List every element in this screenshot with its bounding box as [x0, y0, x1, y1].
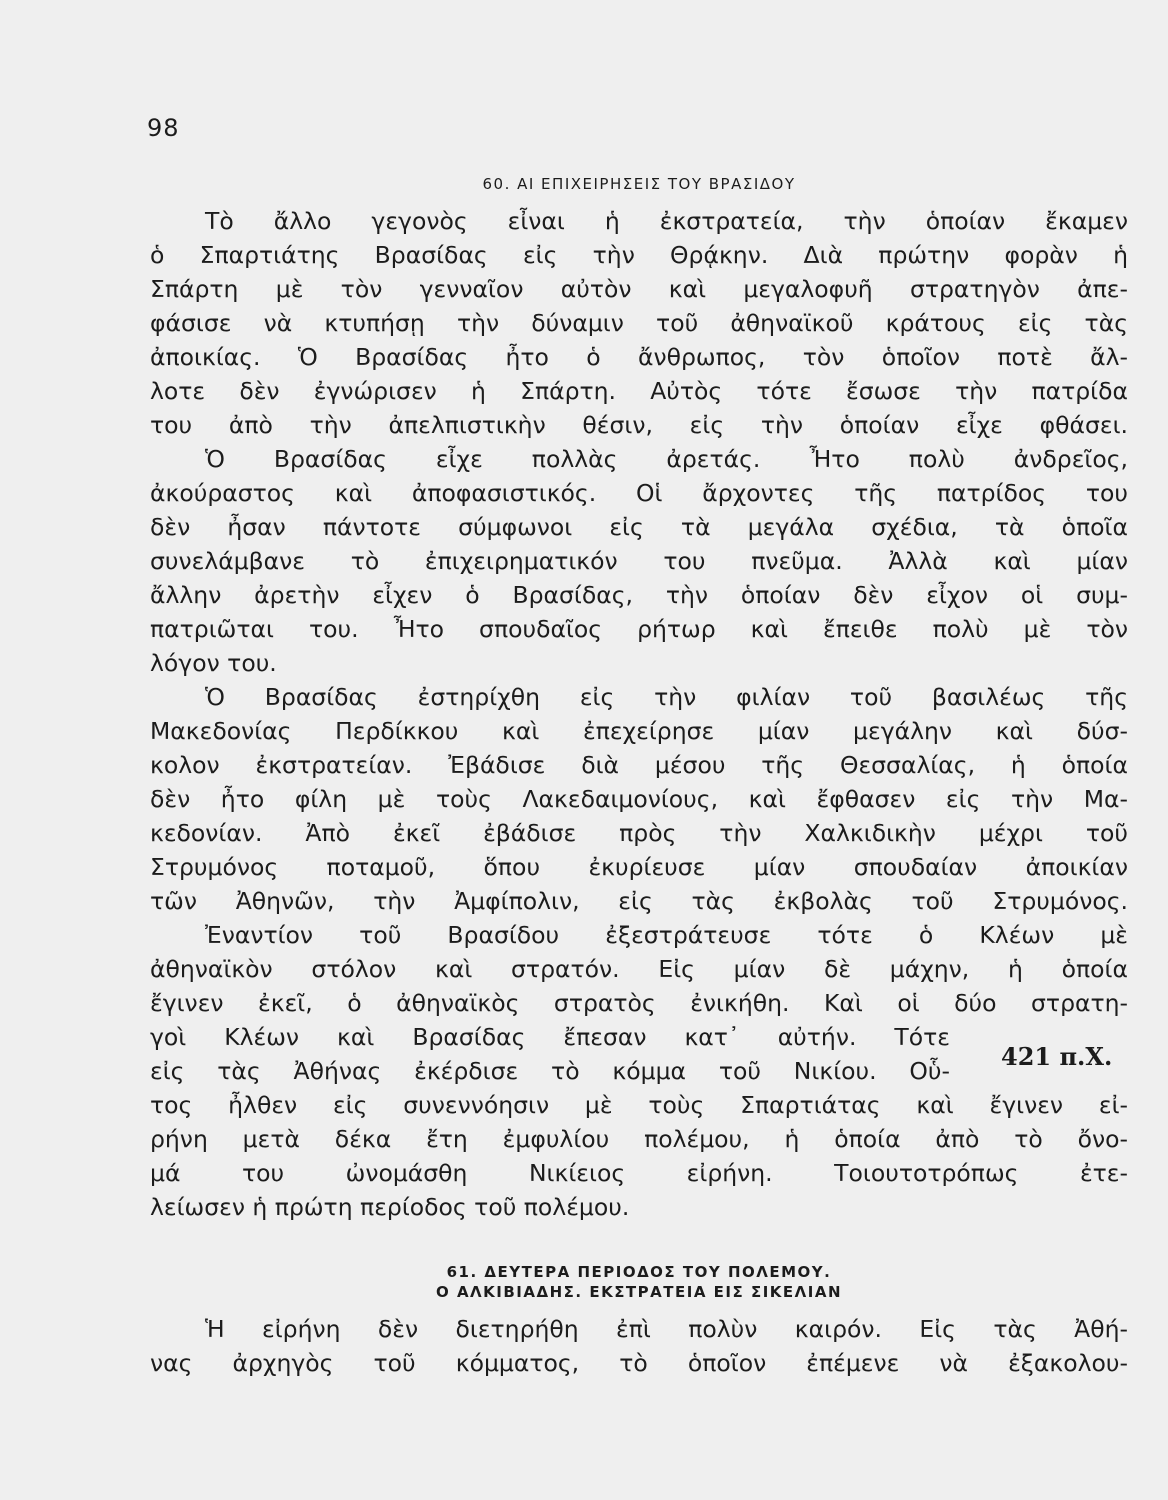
text-line: συνελάμβανε τὸ ἐπιχειρηματικόν του πνεῦμα. Ἀλλὰ καὶ μίαν — [150, 547, 1128, 575]
margin-date-note: 421 π.Χ. — [1001, 1042, 1113, 1071]
section-heading-61-line2: Ο ΑΛΚΙΒΙΑΔΗΣ. ΕΚΣΤΡΑΤΕΙΑ ΕΙΣ ΣΙΚΕΛΙΑΝ — [435, 1283, 843, 1301]
text-line: δὲν ἦτο φίλη μὲ τοὺς Λακεδαιμονίους, καὶ ἔφθασεν εἰς τὴν Μα- — [150, 785, 1128, 813]
text-line: λείωσεν ἡ πρώτη περίοδος τοῦ πολέμου. — [150, 1193, 630, 1221]
text-line: κολον ἐκστρατείαν. Ἐβάδισε διὰ μέσου τῆς Θεσσαλίας, ἡ ὁποία — [150, 751, 1128, 779]
text-line: κεδονίαν. Ἀπὸ ἐκεῖ ἐβάδισε πρὸς τὴν Χαλκιδικὴν μέχρι τοῦ — [150, 819, 1128, 847]
text-line: ἄλλην ἀρετὴν εἶχεν ὁ Βρασίδας, τὴν ὁποίαν δὲν εἶχον οἱ συμ- — [150, 581, 1128, 609]
text-line: Ὁ Βρασίδας ἐστηρίχθη εἰς τὴν φιλίαν τοῦ βασιλέως τῆς — [205, 683, 1128, 711]
text-line: δὲν ἦσαν πάντοτε σύμφωνοι εἰς τὰ μεγάλα σχέδια, τὰ ὁποῖα — [150, 513, 1128, 541]
text-line: λόγον του. — [150, 649, 277, 677]
text-line: ἀθηναϊκὸν στόλον καὶ στρατόν. Εἰς μίαν δὲ μάχην, ἡ ὁποία — [150, 955, 1128, 983]
text-line: Ἡ εἰρήνη δὲν διετηρήθη ἐπὶ πολὺν καιρόν. Εἰς τὰς Ἀθή- — [205, 1315, 1128, 1343]
text-line: Τὸ ἄλλο γεγονὸς εἶναι ἡ ἐκστρατεία, τὴν ὁποίαν ἔκαμεν — [205, 207, 1128, 235]
text-line: Ἐναντίον τοῦ Βρασίδου ἐξεστράτευσε τότε ὁ Κλέων μὲ — [205, 921, 1128, 949]
text-line: γοὶ Κλέων καὶ Βρασίδας ἔπεσαν κατ᾽ αὐτήν. Τότε — [150, 1023, 950, 1051]
text-line: ἀκούραστος καὶ ἀποφασιστικός. Οἱ ἄρχοντες τῆς πατρίδος του — [150, 479, 1128, 507]
text-line: ρήνη μετὰ δέκα ἔτη ἐμφυλίου πολέμου, ἡ ὁποία ἀπὸ τὸ ὄνο- — [150, 1125, 1128, 1153]
text-line: μά του ὠνομάσθη Νικίειος εἰρήνη. Τοιουτοτρόπως ἐτε- — [150, 1159, 1128, 1187]
text-line: ὁ Σπαρτιάτης Βρασίδας εἰς τὴν Θρᾴκην. Διὰ πρώτην φορὰν ἡ — [150, 241, 1128, 269]
text-line: ἔγινεν ἐκεῖ, ὁ ἀθηναϊκὸς στρατὸς ἐνικήθη. Καὶ οἱ δύο στρατη- — [150, 989, 1128, 1017]
text-line: τος ἦλθεν εἰς συνεννόησιν μὲ τοὺς Σπαρτιάτας καὶ ἔγινεν εἰ- — [150, 1091, 1128, 1119]
section-heading-60: 60. ΑΙ ΕΠΙΧΕΙΡΗΣΕΙΣ ΤΟΥ ΒΡΑΣΙΔΟΥ — [482, 175, 796, 193]
text-line: νας ἀρχηγὸς τοῦ κόμματος, τὸ ὁποῖον ἐπέμενε νὰ ἐξακολου- — [150, 1349, 1128, 1377]
text-line: ἀποικίας. Ὁ Βρασίδας ἦτο ὁ ἄνθρωπος, τὸν ὁποῖον ποτὲ ἄλ- — [150, 343, 1128, 371]
text-line: πατριῶται του. Ἦτο σπουδαῖος ρήτωρ καὶ ἔπειθε πολὺ μὲ τὸν — [150, 615, 1128, 643]
text-line: του ἀπὸ τὴν ἀπελπιστικὴν θέσιν, εἰς τὴν ὁποίαν εἶχε φθάσει. — [150, 411, 1128, 439]
text-line: λοτε δὲν ἐγνώρισεν ἡ Σπάρτη. Αὐτὸς τότε ἔσωσε τὴν πατρίδα — [150, 377, 1128, 405]
page-number: 98 — [147, 114, 180, 142]
text-line: Σπάρτη μὲ τὸν γενναῖον αὐτὸν καὶ μεγαλοφυῆ στρατηγὸν ἀπε- — [150, 275, 1128, 303]
text-line: εἰς τὰς Ἀθήνας ἐκέρδισε τὸ κόμμα τοῦ Νικίου. Οὗ- — [150, 1057, 950, 1085]
text-line: Στρυμόνος ποταμοῦ, ὅπου ἐκυρίευσε μίαν σπουδαίαν ἀποικίαν — [150, 853, 1128, 881]
section-heading-61 — [150, 1262, 1128, 1302]
section-heading-61-line1: 61. ΔΕΥΤΕΡΑ ΠΕΡΙΟΔΟΣ ΤΟΥ ΠΟΛΕΜΟΥ. — [446, 1263, 832, 1281]
text-line: Μακεδονίας Περδίκκου καὶ ἐπεχείρησε μίαν μεγάλην καὶ δύσ- — [150, 717, 1128, 745]
text-line: Ὁ Βρασίδας εἶχε πολλὰς ἀρετάς. Ἦτο πολὺ ἀνδρεῖος, — [205, 445, 1128, 473]
text-line: φάσισε νὰ κτυπήσῃ τὴν δύναμιν τοῦ ἀθηναϊκοῦ κράτους εἰς τὰς — [150, 309, 1128, 337]
text-line: τῶν Ἀθηνῶν, τὴν Ἀμφίπολιν, εἰς τὰς ἐκβολὰς τοῦ Στρυμόνος. — [150, 887, 1128, 915]
